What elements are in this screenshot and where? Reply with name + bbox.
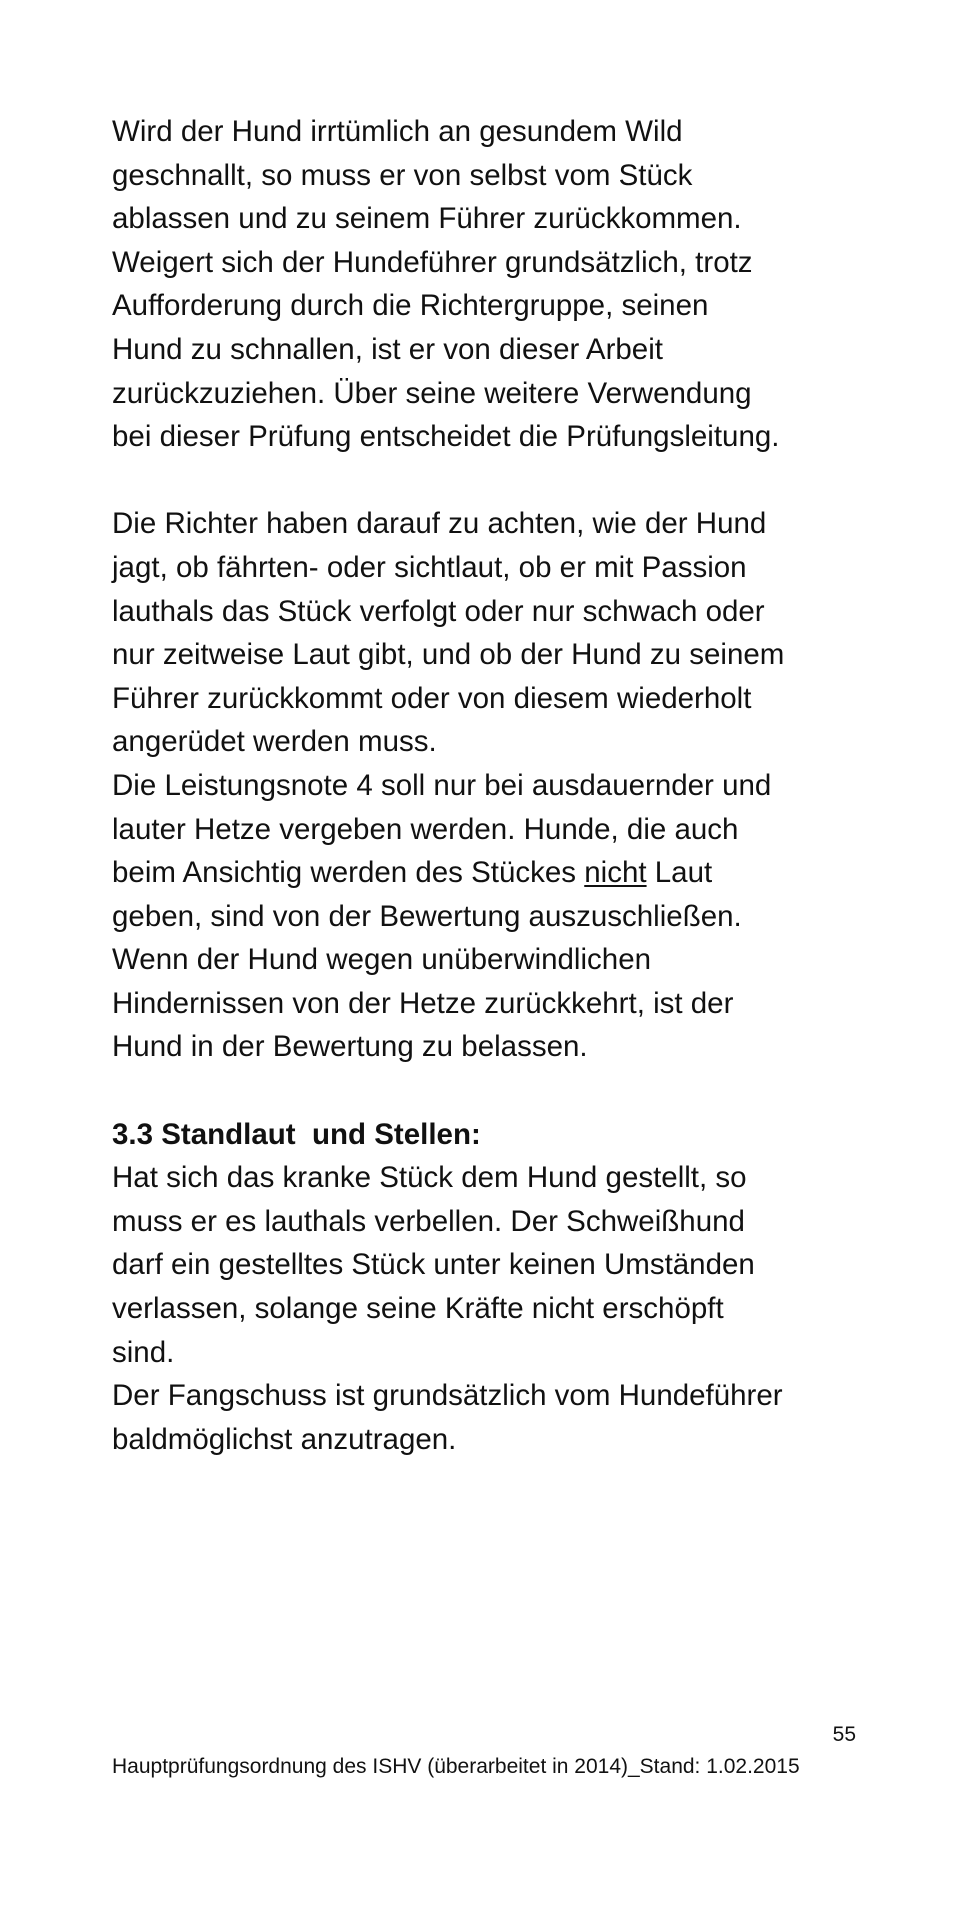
- paragraph-wild-schnallen: [112, 110, 872, 459]
- text-line: zurückzuziehen. Über seine weitere Verwendung: [112, 376, 752, 410]
- text-line: Hund in der Bewertung zu belassen.: [112, 1030, 588, 1064]
- text-line: verlassen, solange seine Kräfte nicht erschöpft: [112, 1292, 724, 1326]
- footer-text: Hauptprüfungsordnung des ISHV (überarbeitet in 2014)_Stand: 1.02.2015: [112, 1755, 800, 1778]
- text-segment: Laut: [646, 856, 713, 890]
- text-line: bei dieser Prüfung entscheidet die Prüfungsleitung.: [112, 420, 780, 454]
- text-line: Wird der Hund irrtümlich an gesundem Wild: [112, 115, 683, 148]
- section-standlaut: [112, 1113, 872, 1462]
- text-line: lauter Hetze vergeben werden. Hunde, die auch: [112, 812, 739, 846]
- text-line: jagt, ob fährten- oder sichtlaut, ob er mit Passion: [112, 550, 747, 584]
- page-number: 55: [832, 1723, 856, 1746]
- text-line: Wenn der Hund wegen unüberwindlichen: [112, 943, 652, 977]
- text-line: geschnallt, so muss er von selbst vom Stück: [112, 158, 693, 192]
- text-line: darf ein gestelltes Stück unter keinen Umständen: [112, 1248, 755, 1282]
- text-line: ablassen und zu seinem Führer zurückkommen.: [112, 202, 742, 236]
- section-heading: 3.3 Standlaut und Stellen:: [112, 1117, 481, 1151]
- page-content: [112, 110, 872, 1461]
- paragraph-spacer: [112, 459, 872, 503]
- text-line: lauthals das Stück verfolgt oder nur schwach oder: [112, 594, 765, 628]
- text-line: Weigert sich der Hundeführer grundsätzlich, trotz: [112, 245, 753, 279]
- text-line: baldmöglichst anzutragen.: [112, 1422, 457, 1456]
- paragraph-spacer: [112, 1069, 872, 1113]
- text-line: Hindernissen von der Hetze zurückkehrt, ist der: [112, 986, 734, 1020]
- text-line: Hat sich das kranke Stück dem Hund gestellt, so: [112, 1161, 747, 1195]
- text-line: Der Fangschuss ist grundsätzlich vom Hundeführer: [112, 1379, 783, 1413]
- text-line-with-underline: [112, 851, 872, 895]
- paragraph-richter-bewertung: [112, 502, 872, 1069]
- text-line: geben, sind von der Bewertung auszuschließen.: [112, 899, 742, 933]
- text-line: Aufforderung durch die Richtergruppe, seinen: [112, 289, 709, 323]
- text-segment: beim Ansichtig werden des Stückes: [112, 856, 585, 890]
- text-line: Die Leistungsnote 4 soll nur bei ausdauernder und: [112, 768, 772, 802]
- text-line: Die Richter haben darauf zu achten, wie der Hund: [112, 507, 767, 541]
- underlined-word: nicht: [584, 856, 647, 890]
- text-line: muss er es lauthals verbellen. Der Schweißhund: [112, 1204, 745, 1238]
- text-line: nur zeitweise Laut gibt, und ob der Hund zu seinem: [112, 638, 785, 672]
- text-line: Hund zu schnallen, ist er von dieser Arbeit: [112, 332, 663, 366]
- text-line: Führer zurückkommt oder von diesem wiederholt: [112, 681, 752, 715]
- text-line: angerüdet werden muss.: [112, 725, 437, 759]
- text-line: sind.: [112, 1335, 175, 1369]
